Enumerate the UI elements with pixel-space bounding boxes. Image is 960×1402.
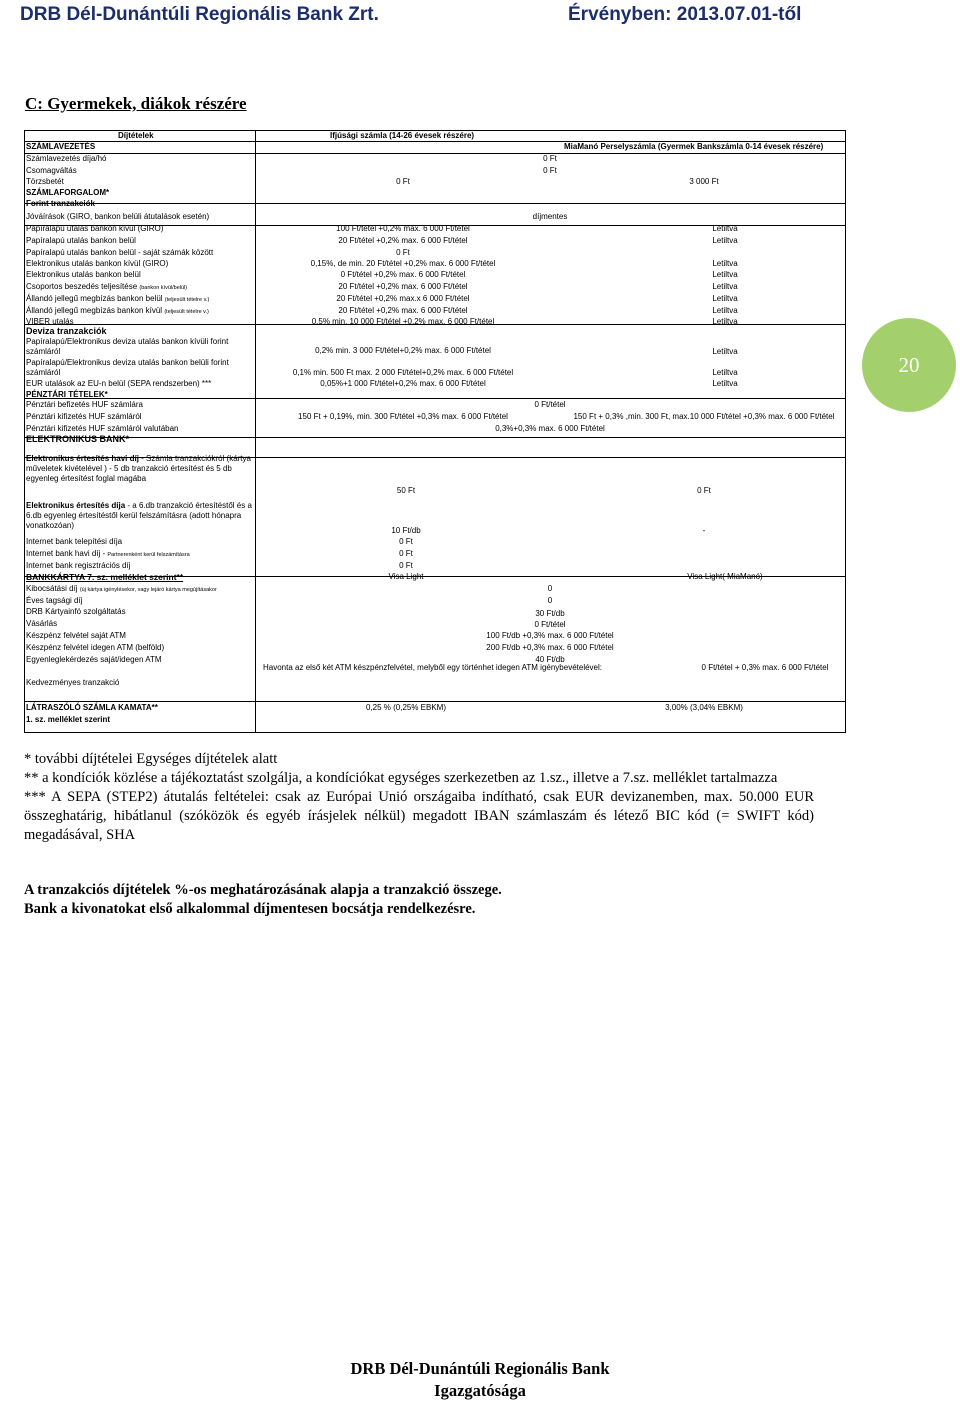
row-cash-in-label: Pénztári befizetés HUF számlára: [26, 400, 143, 409]
row-eur-label: EUR utalások az EU-n belül (SEPA rendszerben) ***: [26, 379, 212, 388]
row-viber-label: VIBER utalás: [26, 317, 74, 326]
row-divider: [25, 203, 845, 204]
footnote-1: * további díjtételei Egységes díjtételek alatt: [24, 751, 278, 767]
row-fx-in-label: Papíralapú/Elektronikus deviza utalás bankon belüli forint számláról: [26, 358, 229, 377]
row-info-value: 30 Ft/db: [535, 609, 565, 618]
row-cash-fx-value: 0,3%+0,3% max. 6 000 Ft/tétel: [495, 424, 605, 433]
row-ib-monthly-value: 0 Ft: [399, 549, 413, 558]
row-ib-install-value: 0 Ft: [399, 537, 413, 546]
row-package-switch-value: 0 Ft: [543, 166, 557, 175]
row-paper-out-label: Papíralapú utalás bankon kívül (GIRO): [26, 224, 164, 233]
row-ib-install-label: Internet bank telepítési díja: [26, 537, 123, 546]
row-overdraft-label: LÁTRASZÓLÓ SZÁMLA KAMATA**: [26, 703, 158, 712]
row-standing-out-youth: 20 Ft/tétel +0,2% max. 6 000 Ft/tétel: [338, 306, 468, 315]
row-fx-out-child: Letiltva: [712, 347, 738, 356]
footer-line-2: Igazgatósága: [434, 1381, 526, 1400]
row-fx-tx: Deviza tranzakciók: [26, 326, 107, 336]
row-balance-label: Egyenleglekérdezés saját/idegen ATM: [26, 655, 162, 664]
row-e-notice-item-child: -: [702, 526, 706, 535]
row-divider: [25, 153, 845, 154]
row-annual-value: 0: [547, 596, 553, 605]
row-deposit-label: Törzsbetét: [26, 177, 64, 186]
footnote-3: *** A SEPA (STEP2) átutalás feltételei: csak az Európai Unió országaiba indítható, csak EUR devizanemben, max. 50.000 EUR összeghatárig, hibátlanul (szóközök és egyéb írásjelek nélkül) megadott IBAN számlaszám és létező BIC kód (= SWIFT kód) megadásával, SHA: [24, 789, 814, 843]
row-group-label: Csoportos beszedés teljesítése (bankon kívül/belül): [26, 282, 188, 291]
row-overdraft-label2: 1. sz. melléklet szerint: [26, 715, 111, 724]
row-viber-youth: 0,5% min. 10 000 Ft/tétel +0,2% max. 6 000 Ft/tétel: [311, 317, 495, 326]
row-cash-out-child: 150 Ft + 0,3% ,min. 300 Ft, max.10 000 Ft/tétel +0,3% max. 6 000 Ft/tétel: [573, 412, 835, 421]
row-e-notice-child: 0 Ft: [697, 486, 711, 495]
footnotes: [24, 750, 814, 845]
row-info-label: DRB Kártyainfó szolgáltatás: [26, 607, 126, 616]
row-e-in-youth: 0 Ft/tétel +0,2% max. 6 000 Ft/tétel: [340, 270, 466, 279]
row-paper-in-label: Papíralapú utalás bankon belül: [26, 236, 136, 245]
row-deposit-child: 3 000 Ft: [689, 177, 719, 186]
row-issue-value: 0: [547, 584, 553, 593]
row-paper-out-youth: 100 Ft/tétel +0,2% max. 6 000 Ft/tétel: [336, 224, 470, 233]
footer-line-1: DRB Dél-Dunántúli Regionális Bank: [350, 1359, 610, 1378]
row-purchase-label: Vásárlás: [26, 619, 58, 628]
row-turnover: SZÁMLAFORGALOM*: [26, 188, 110, 197]
row-ib-monthly-label: Internet bank havi díj - Partnerenként kerül felszámításra: [26, 549, 190, 558]
summary-line-1: A tranzakciós díjtételek %-os meghatározásának alapja a tranzakció összege.: [24, 882, 502, 898]
row-favour-label: Kedvezményes tranzakció: [26, 678, 120, 687]
row-eur-child: Letiltva: [712, 379, 738, 388]
footnote-2: ** a kondíciók közlése a tájékoztatást szolgálja, a kondíciókat egységes szerkezetben az 1.sz., illetve a 7.sz. melléklet tartalmazza: [24, 770, 778, 786]
row-cash-out-youth: 150 Ft + 0,19%, min. 300 Ft/tétel +0,3% max. 6 000 Ft/tétel: [298, 412, 508, 421]
row-monthly-fee-label: Számlavezetés díja/hó: [26, 154, 107, 163]
row-divider: [25, 701, 845, 702]
footer-signature: [0, 1358, 960, 1402]
section-title: C: Gyermekek, diákok részére: [25, 94, 247, 113]
row-card-label: BANKKÁRTYA 7. sz. melléklet szerint**: [26, 572, 184, 582]
header-bank-name: DRB Dél-Dunántúli Regionális Bank Zrt.: [20, 4, 379, 25]
row-ebank: ELEKTRONIKUS BANK*: [26, 434, 130, 444]
column-divider: [255, 131, 256, 732]
row-ib-reg-label: Internet bank regisztrációs díj: [26, 561, 131, 570]
row-balance-value: 40 Ft/db: [535, 655, 565, 664]
row-fx-out-label: Papíralapú/Elektronikus deviza utalás bankon kívüli forint számláról: [26, 337, 229, 356]
row-group-youth: 20 Ft/tétel +0,2% max. 6 000 Ft/tétel: [338, 282, 468, 291]
page-number-badge: 20: [862, 318, 956, 412]
row-fx-in-youth: 0,1% min. 500 Ft max. 2 000 Ft/tétel+0,2% max. 6 000 Ft/tétel: [292, 368, 514, 377]
row-atm-own-value: 100 Ft/db +0,3% max. 6 000 Ft/tétel: [486, 631, 614, 640]
fee-table: [24, 130, 846, 733]
row-divider: [25, 437, 845, 438]
row-favour-youth: Havonta az első két ATM készpénzfelvétel, melyből egy történhet idegen ATM igénybevételével:: [263, 663, 602, 672]
row-cash-items: PÉNZTÁRI TÉTELEK*: [26, 390, 108, 399]
row-ib-reg-value: 0 Ft: [399, 561, 413, 570]
row-e-notice-label: Elektronikus értesítés havi díj - Számla tranzakciókról (kártya műveletek kivételével ) - 5 db tranzakció értesítést és 5 db egyenleg értesítést foglal magába: [26, 454, 251, 483]
row-forint-tx: Forint tranzakciók: [26, 199, 95, 208]
row-e-out-child: Letiltva: [712, 259, 738, 268]
row-paper-in-youth: 20 Ft/tétel +0,2% max. 6 000 Ft/tétel: [338, 236, 468, 245]
row-atm-other-value: 200 Ft/db +0,3% max. 6 000 Ft/tétel: [486, 643, 614, 652]
row-paper-own-label: Papíralapú utalás bankon belül - saját számák között: [26, 248, 214, 257]
summary-line-2: Bank a kivonatokat első alkalommal díjmentesen bocsátja rendelkezésre.: [24, 901, 476, 917]
row-group-child: Letiltva: [712, 282, 738, 291]
row-overdraft-youth: 0,25 % (0,25% EBKM): [365, 703, 447, 712]
row-cash-fx-label: Pénztári kifizetés HUF számláról valutában: [26, 424, 179, 433]
row-credit-value: díjmentes: [532, 212, 568, 221]
row-cash-in-value: 0 Ft/tétel: [534, 400, 566, 409]
col-head-child: MiaManó Perselyszámla (Gyermek Bankszámla 0-14 évesek részére): [564, 142, 824, 151]
row-monthly-fee-value: 0 Ft: [543, 154, 557, 163]
row-paper-own-value: 0 Ft: [396, 248, 410, 257]
row-fx-out-youth: 0,2% min. 3 000 Ft/tétel+0,2% max. 6 000 Ft/tétel: [315, 346, 491, 355]
row-account-keeping: SZÁMLAVEZETÉS: [26, 142, 96, 151]
row-fx-in-child: Letiltva: [712, 368, 738, 377]
row-divider: [25, 398, 845, 399]
row-overdraft-child: 3,00% (3,04% EBKM): [665, 703, 743, 712]
summary-notes: [24, 881, 824, 919]
row-e-out-youth: 0,15%, de min. 20 Ft/tétel +0,2% max. 6 000 Ft/tétel: [310, 259, 496, 268]
row-card-youth: Visa Light: [388, 572, 424, 581]
row-standing-out-child: Letiltva: [712, 306, 738, 315]
row-e-in-child: Letiltva: [712, 270, 738, 279]
row-e-out-label: Elektronikus utalás bankon kívül (GIRO): [26, 259, 169, 268]
row-deposit-youth: 0 Ft: [396, 177, 410, 186]
row-e-in-label: Elektronikus utalás bankon belül: [26, 270, 141, 279]
row-standing-in-label: Állandó jellegű megbízás bankon belül (teljesült tételre v.): [26, 294, 210, 303]
row-standing-out-label: Állandó jellegű megbízás bankon kívül (teljesült tételre v.): [26, 306, 209, 315]
header-validity: Érvényben: 2013.07.01-től: [568, 4, 802, 25]
row-paper-out-child: Letiltva: [712, 224, 738, 233]
row-cash-out-label: Pénztári kifizetés HUF számláról: [26, 412, 142, 421]
row-issue-label: Kibocsátási díj (új kártya igénylésekor, vagy lejáró kártya megújításakor: [26, 584, 217, 593]
row-standing-in-youth: 20 Ft/tétel +0,2% max.x 6 000 Ft/tétel: [336, 294, 470, 303]
row-atm-own-label: Készpénz felvétel saját ATM: [26, 631, 126, 640]
row-card-child: Visa Light( MiaManó): [687, 572, 763, 581]
row-e-notice-youth: 50 Ft: [396, 486, 416, 495]
row-package-switch-label: Csomagváltás: [26, 166, 77, 175]
row-standing-in-child: Letiltva: [712, 294, 738, 303]
row-e-notice-item-youth: 10 Ft/db: [391, 526, 421, 535]
row-viber-child: Letiltva: [712, 317, 738, 326]
row-purchase-value: 0 Ft/tétel: [534, 620, 566, 629]
row-favour-child: 0 Ft/tétel + 0,3% max. 6 000 Ft/tétel: [701, 663, 829, 672]
row-eur-youth: 0,05%+1 000 Ft/tétel+0,2% max. 6 000 Ft/tétel: [320, 379, 486, 388]
row-annual-label: Éves tagsági díj: [26, 596, 83, 605]
col-head-fees: Díjtételek: [118, 131, 154, 140]
row-credit-label: Jóváírások (GIRO, bankon belüli átutalások esetén): [26, 212, 210, 221]
col-head-youth: Ifjúsági számla (14-26 évesek részére): [330, 131, 475, 140]
row-atm-other-label: Készpénz felvétel idegen ATM (belföld): [26, 643, 165, 652]
row-paper-in-child: Letiltva: [712, 236, 738, 245]
row-e-notice-item-label: Elektronikus értesítés díja - a 6.db tranzakció értesítéstől és a 6.db egyenleg értesítéstől kerül felszámításra (adott hónapra vonatkozóan): [26, 501, 252, 530]
